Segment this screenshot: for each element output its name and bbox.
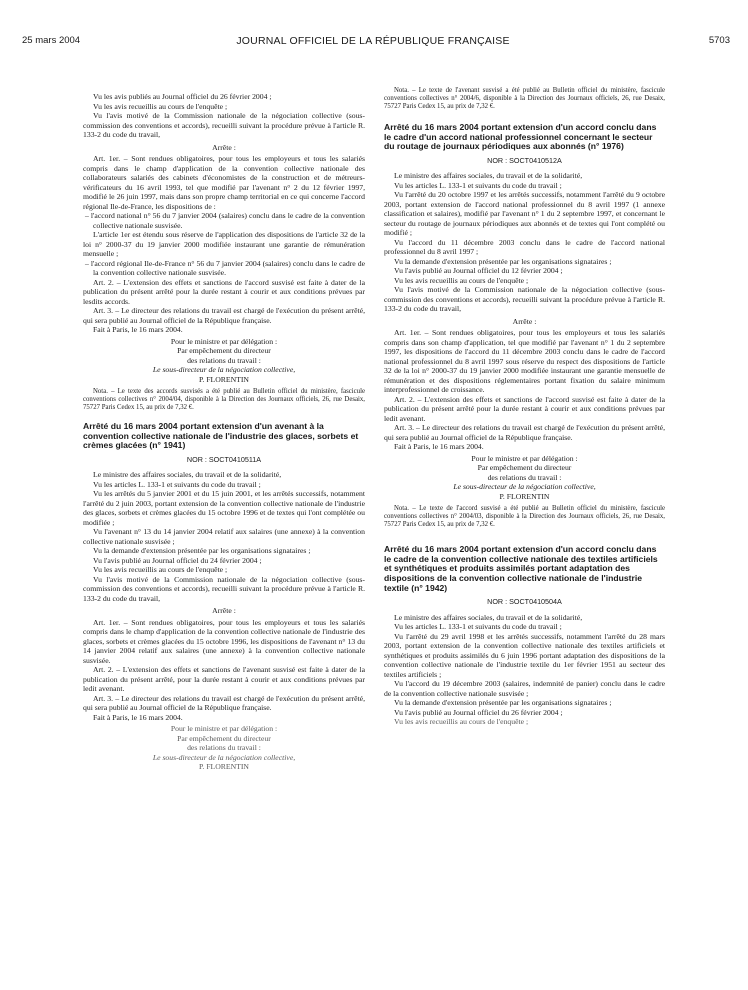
signatory-name: P. FLORENTIN <box>199 762 249 772</box>
page-header <box>16 35 730 49</box>
signature-line: Par empêchement du directeur <box>177 346 271 355</box>
considerant: Vu la demande d'extension présentée par les organisations signataires ; <box>394 256 612 266</box>
list-item: – l'accord régional Ile-de-France n° 56 du 7 janvier 2004 (salaires) conclu dans le cadre de la convention collective nationale susvisée. <box>85 258 365 277</box>
considerant: Vu les avis publiés au Journal officiel du 26 février 2004 ; <box>93 92 272 101</box>
considerant: Vu les articles L. 133-1 et suivants du code du travail ; <box>394 622 562 632</box>
header-date: 25 mars 2004 <box>22 35 81 46</box>
article-2: Art. 2. – L'extension des effets et sanctions de l'accord susvisé est faite à dater de la publication du présent arrêté pour la durée restant à courir et aux conditions prévues par lesdits accords. <box>83 277 365 306</box>
considerant: Vu l'avis publié au Journal officiel du 26 février 2004 ; <box>394 707 563 717</box>
considerant: Vu l'avis motivé de la Commission nationale de la négociation collective (sous-commission des conventions et accords), recueilli suivant la procédure prévue à l'article R. 133-2 du code du travail, <box>384 285 665 314</box>
fait-a-paris: Fait à Paris, le 16 mars 2004. <box>93 712 183 722</box>
signature-line: des relations du travail : <box>487 472 562 482</box>
considerant: Vu l'avis publié au Journal officiel du 12 février 2004 ; <box>394 266 563 276</box>
considerant: Vu l'avis publié au Journal officiel du 24 février 2004 ; <box>93 555 262 565</box>
decree-heading: Arrêté du 16 mars 2004 portant extension d'un accord conclu dans le cadre d'un accord national professionnel concernant le secteur du routage de journaux périodiques aux abonnés (n° 1976) <box>384 122 657 152</box>
considerant: Vu les articles L. 133-1 et suivants du code du travail ; <box>394 180 562 190</box>
nota-text: Nota. – Le texte de l'avenant susvisé a été publié au Bulletin officiel du ministère, fascicule conventions collectives n° 2004/6, disponible à la Direction des Journaux officiels, 26, rue Desaix, 75727 Paris Cedex 15, au prix de 7,32 €. <box>384 87 665 110</box>
arrete-label: Arrête : <box>212 142 236 152</box>
considerant: Vu l'accord du 11 décembre 2003 conclu dans le cadre de l'accord national professionnel du 8 avril 1997 ; <box>384 237 665 257</box>
article-2: Art. 2. – L'extension des effets et sanctions de l'avenant susvisé est faite à dater de la publication du présent arrêté, pour la durée restant à courir et aux conditions prévues par ledit avenant. <box>83 665 365 694</box>
article-1: Art. 1er. – Sont rendues obligatoires, pour tous les employeurs et tous les salariés compris dans le champ d'application de la convention collective nationale de l'industrie des glaces, sorbets et crèmes glacées du 15 octobre 1996, les dispositions de l'avenant n° 13 du 14 janvier 2004 relatif aux salaires (une annexe) à la convention collective nationale susvisée. <box>83 617 365 665</box>
list-item: – l'accord national n° 56 du 7 janvier 2004 (salaires) conclu dans le cadre de la convention collective nationale susvisée. <box>85 211 365 230</box>
decree-heading: Arrêté du 16 mars 2004 portant extension d'un accord conclu dans le cadre de la convention collective nationale des textiles artificiels et synthétiques et produits assimilés portant adaptation des dispositions de la convention collective nationale de l'industrie textile (n° 1942) <box>384 544 658 593</box>
signature-line: Par empêchement du directeur <box>177 733 271 743</box>
considerant: Vu les avis recueillis au cours de l'enquête ; <box>394 717 529 727</box>
article-3: Art. 3. – Le directeur des relations du travail est chargé de l'exécution du présent arrêté, qui sera publié au Journal officiel de la République française. <box>384 423 665 442</box>
article-3: Art. 3. – Le directeur des relations du travail est chargé de l'exécution du présent arrêté, qui sera publié au Journal officiel de la République française. <box>83 693 365 713</box>
article-2: Art. 2. – L'extension des effets et sanctions de l'accord susvisé est faite à dater de la publication du présent arrêté pour la durée restant à courir et aux conditions prévues par ledit avenant. <box>384 394 665 423</box>
signature-line: Pour le ministre et par délégation : <box>471 453 578 463</box>
signature-block <box>83 724 365 772</box>
considerant: Vu les avis recueillis au cours de l'enquête ; <box>394 275 529 285</box>
considerant: Vu l'accord du 19 décembre 2003 (salaires, indemnité de panier) conclu dans le cadre de la convention collective nationale susvisée ; <box>384 679 665 698</box>
considerant: Vu les avis recueillis au cours de l'enquête ; <box>93 565 228 575</box>
signature-line: Le sous-directeur de la négociation collective, <box>152 752 296 762</box>
article-1: Art. 1er. – Sont rendues obligatoires, pour tous les employeurs et tous les salariés compris dans son champ d'application, tel que modifié par l'avenant n° 1 du 2 septembre 1997, les dispositions de l'accord du 11 décembre 2003 conclu dans le cadre de l'accord national professionnel du 8 avril 1997 sous réserve du respect des dispositions de l'article 32 de la loi n° 2000-37 du 19 janvier 2000 modifiée instaurant une garantie mensuelle de rémunération et des dispositions réglementaires portant fixation du salaire minimum interprofessionnel de croissance. <box>384 328 665 395</box>
signature-block <box>83 337 365 385</box>
article-3: Art. 3. – Le directeur des relations du travail est chargé de l'exécution du présent arrêté, qui sera publié au Journal officiel de la République française. <box>83 306 365 325</box>
nota <box>384 505 665 529</box>
signature-line: Par empêchement du directeur <box>477 463 572 473</box>
signature-line: des relations du travail : <box>187 743 261 753</box>
considerant: Le ministre des affaires sociales, du travail et de la solidarité, <box>394 612 583 622</box>
decree-heading: Arrêté du 16 mars 2004 portant extension d'un avenant à la convention collective nationale de l'industrie des glaces, sorbets et crèmes glacées (n° 1941) <box>83 421 359 451</box>
signature-line: Pour le ministre et par délégation : <box>170 724 278 734</box>
article-1: Art. 1er. – Sont rendues obligatoires, pour tous les employeurs et tous les salariés compris dans le champ d'application de la convention collective nationale des collaborateurs salariés des cabinets d'économistes de la construction et de métreurs-vérificateurs du 16 avril 1993, tel que modifié par l'avenant n° 2 du 12 février 1997, modifié le 26 juin 1997, mais dans son propre champ territorial en ce qui concerne l'accord régional Ile-de-France, les dispositions de : <box>83 154 365 211</box>
arrete-label: Arrête : <box>212 606 236 616</box>
considerant: Le ministre des affaires sociales, du travail et de la solidarité, <box>394 171 583 181</box>
page-number: 5703 <box>708 35 730 46</box>
considerant: Vu l'arrêté du 29 avril 1998 et les arrêtés successifs, notamment l'arrêté du 28 mars 2003, portant extension de la convention collective nationale des textiles artificiels et synthétiques et produits assimilés du 6 juin 1996 portant adaptation des dispositions de la convention collective nationale de l'industrie textile du 1er février 1951 au secteur des textiles artificiels ; <box>384 631 665 679</box>
signature-line: Le sous-directeur de la négociation collective, <box>152 365 296 374</box>
considerant: Vu l'arrêté du 20 octobre 1997 et les arrêtés successifs, notamment l'arrêté du 9 octobre 2003, portant extension de l'accord national professionnel du 8 avril 1997 (1 annexe classification et salaires), modifié par l'avenant n° 1 du 2 septembre 1997, et concernant le secteur du routage de journaux périodiques aux abonnés et de textes qui l'ont complété ou modifié ; <box>384 190 665 238</box>
signature-block <box>384 454 665 502</box>
nota-text: Nota. – Le texte des accords susvisés a été publié au Bulletin officiel du ministère, fascicule conventions collectives n° 2004/04, disponible à la Direction des Journaux officiels, 26, rue Desaix, 75727 Paris Cedex 15, au prix de 7,32 €. <box>83 388 365 411</box>
journal-title: JOURNAL OFFICIEL DE LA RÉPUBLIQUE FRANÇAISE <box>236 35 510 47</box>
signatory-name: P. FLORENTIN <box>499 491 550 501</box>
signatory-name: P. FLORENTIN <box>199 374 249 384</box>
fait-a-paris: Fait à Paris, le 16 mars 2004. <box>93 325 183 334</box>
considerant: Vu l'avenant n° 13 du 14 janvier 2004 relatif aux salaires (une annexe) à la convention collective nationale susvisée ; <box>83 527 365 546</box>
signature-line: Le sous-directeur de la négociation collective, <box>453 482 596 492</box>
considerant: Le ministre des affaires sociales, du travail et de la solidarité, <box>93 470 282 480</box>
left-column <box>83 92 365 775</box>
arrete-label: Arrête : <box>512 316 537 326</box>
nota <box>384 87 665 111</box>
fait-a-paris: Fait à Paris, le 16 mars 2004. <box>394 442 484 452</box>
considerant: Vu les avis recueillis au cours de l'enquête ; <box>93 101 228 111</box>
signature-line: des relations du travail : <box>187 355 261 365</box>
considerant: Vu les articles L. 133-1 et suivants du code du travail ; <box>93 479 261 489</box>
nor-reference: NOR : SOCT0410512A <box>487 155 562 165</box>
considerant: Vu la demande d'extension présentée par les organisations signataires ; <box>93 546 311 556</box>
nota <box>83 388 365 412</box>
signature-line: Pour le ministre et par délégation : <box>170 336 278 346</box>
nota-text: Nota. – Le texte de l'accord susvisé a été publié au Bulletin officiel du ministère, fascicule conventions collectives n° 2004/03, disponible à la Direction des Journaux officiels, 26, rue Desaix, 75727 Paris Cedex 15, au prix de 7,32 €. <box>384 505 665 529</box>
considerant: Vu la demande d'extension présentée par les organisations signataires ; <box>394 698 612 708</box>
considerant: Vu l'avis motivé de la Commission nationale de la négociation collective (sous-commission des conventions et accords), recueilli suivant la procédure prévue à l'article R. 133-2 du code du travail, <box>83 574 365 603</box>
considerant: Vu l'avis motivé de la Commission nationale de la négociation collective (sous-commission des conventions et accords), recueilli suivant la procédure prévue à l'article R. 133-2 du code du travail, <box>83 111 365 139</box>
right-column <box>384 87 665 727</box>
nor-reference: NOR : SOCT0410504A <box>487 597 562 607</box>
considerant: Vu les arrêtés du 5 janvier 2001 et du 15 juin 2001, et les arrêtés successifs, notamment l'arrêté du 2 juin 2003, portant extension de la convention collective nationale de l'industrie des glaces, sorbets et crèmes glacées du 15 octobre 1996 et de textes qui l'ont complétée ou modifiée ; <box>83 489 365 527</box>
nor-reference: NOR : SOCT0410511A <box>186 454 262 464</box>
list-item-reserve: L'article 1er est étendu sous réserve de l'application des dispositions de l'article 32 de la loi n° 2000-37 du 19 janvier 2000 modifiée instaurant une garantie de rémunération mensuelle ; <box>83 230 365 258</box>
